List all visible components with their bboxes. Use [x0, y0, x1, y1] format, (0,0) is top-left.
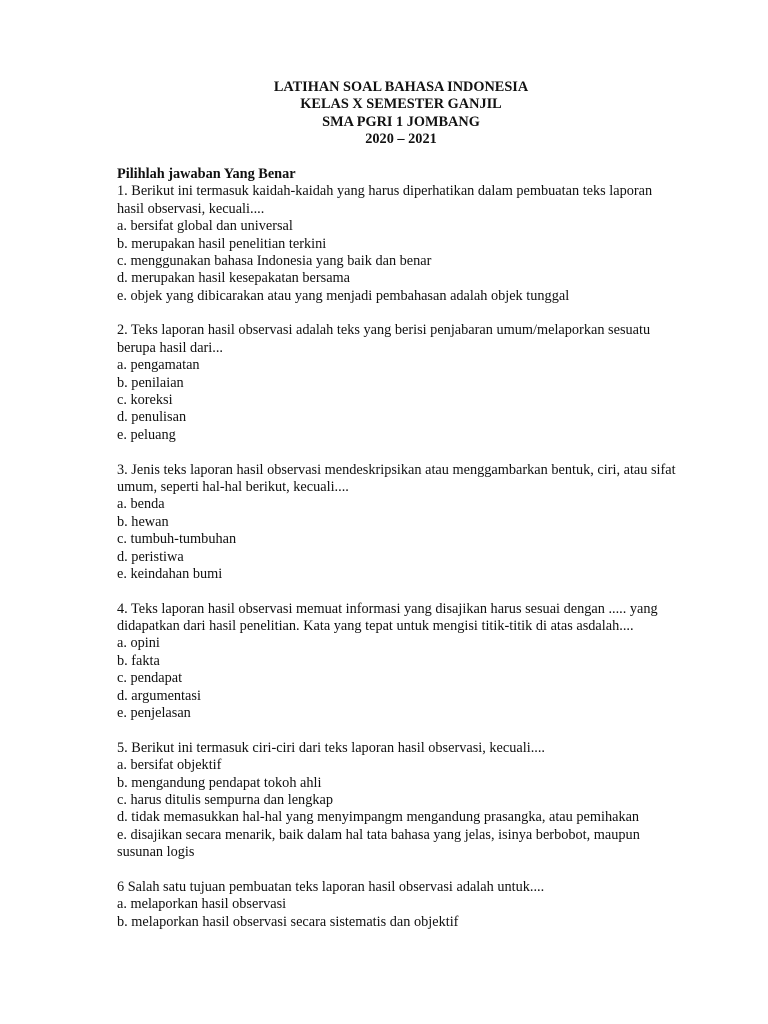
answer-option: c. pendapat: [117, 670, 183, 687]
answer-option: b. hewan: [117, 513, 169, 530]
answer-option: b. fakta: [117, 652, 160, 669]
answer-option: a. benda: [117, 496, 165, 513]
question-text: 1. Berikut ini termasuk kaidah-kaidah yang harus diperhatikan dalam pembuatan teks laporan hasil observasi, kecuali....: [117, 183, 653, 217]
question-text: 3. Jenis teks laporan hasil observasi mendeskripsikan atau menggambarkan bentuk, ciri, atau sifat umum, seperti hal-hal berikut, kecuali....: [117, 461, 676, 495]
answer-option: c. harus ditulis sempurna dan lengkap: [117, 791, 333, 808]
answer-option: a. pengamatan: [117, 357, 200, 374]
answer-option: e. disajikan secara menarik, baik dalam hal tata bahasa yang jelas, isinya berbobot, maupun susunan logis: [117, 826, 640, 861]
question-2: [117, 322, 677, 444]
question-5: [117, 740, 677, 862]
answer-option: d. merupakan hasil kesepakatan bersama: [117, 270, 351, 287]
answer-option: b. mengandung pendapat tokoh ahli: [117, 774, 322, 791]
question-list: [117, 183, 677, 931]
answer-option: c. tumbuh-tumbuhan: [117, 531, 237, 548]
title-line: KELAS X SEMESTER GANJIL: [300, 96, 502, 113]
answer-option: a. melaporkan hasil observasi: [117, 896, 287, 913]
answer-option: c. koreksi: [117, 392, 173, 408]
question-text: 6 Salah satu tujuan pembuatan teks laporan hasil observasi adalah untuk....: [117, 878, 545, 895]
question-text: 4. Teks laporan hasil observasi memuat informasi yang disajikan harus sesuai dengan ..... yang didapatkan dari hasil penelitian. Kata yang tepat untuk mengisi titik-titik di atas asdalah....: [117, 600, 658, 635]
question-4: [117, 601, 677, 723]
title-line: SMA PGRI 1 JOMBANG: [322, 113, 480, 130]
answer-option: d. tidak memasukkan hal-hal yang menyimpangm mengandung prasangka, atau pemihakan: [117, 809, 640, 826]
answer-option: b. merupakan hasil penelitian terkini: [117, 235, 327, 252]
answer-option: b. penilaian: [117, 374, 184, 391]
title-line: 2020 – 2021: [365, 131, 437, 148]
answer-option: d. penulisan: [117, 409, 187, 426]
answer-option: b. melaporkan hasil observasi secara sistematis dan objektif: [117, 913, 459, 930]
answer-option: d. argumentasi: [117, 687, 201, 704]
document-title: [117, 79, 677, 149]
instruction: Pilihlah jawaban Yang Benar: [117, 165, 296, 182]
answer-option: e. peluang: [117, 426, 176, 443]
question-text: 5. Berikut ini termasuk ciri-ciri dari teks laporan hasil observasi, kecuali....: [117, 739, 545, 756]
answer-option: d. peristiwa: [117, 548, 184, 565]
answer-option: e. objek yang dibicarakan atau yang menjadi pembahasan adalah objek tunggal: [117, 287, 570, 304]
question-text: 2. Teks laporan hasil observasi adalah teks yang berisi penjabaran umum/melaporkan sesuatu berupa hasil dari...: [117, 322, 651, 356]
answer-option: a. opini: [117, 635, 160, 652]
question-6: [117, 879, 677, 931]
question-3: [117, 462, 677, 584]
answer-option: e. keindahan bumi: [117, 565, 223, 582]
question-1: [117, 183, 677, 305]
document-page: [117, 79, 677, 931]
answer-option: a. bersifat global dan universal: [117, 218, 293, 235]
answer-option: a. bersifat objektif: [117, 757, 222, 774]
answer-option: e. penjelasan: [117, 705, 191, 721]
answer-option: c. menggunakan bahasa Indonesia yang baik dan benar: [117, 252, 432, 269]
title-line: LATIHAN SOAL BAHASA INDONESIA: [273, 79, 529, 95]
